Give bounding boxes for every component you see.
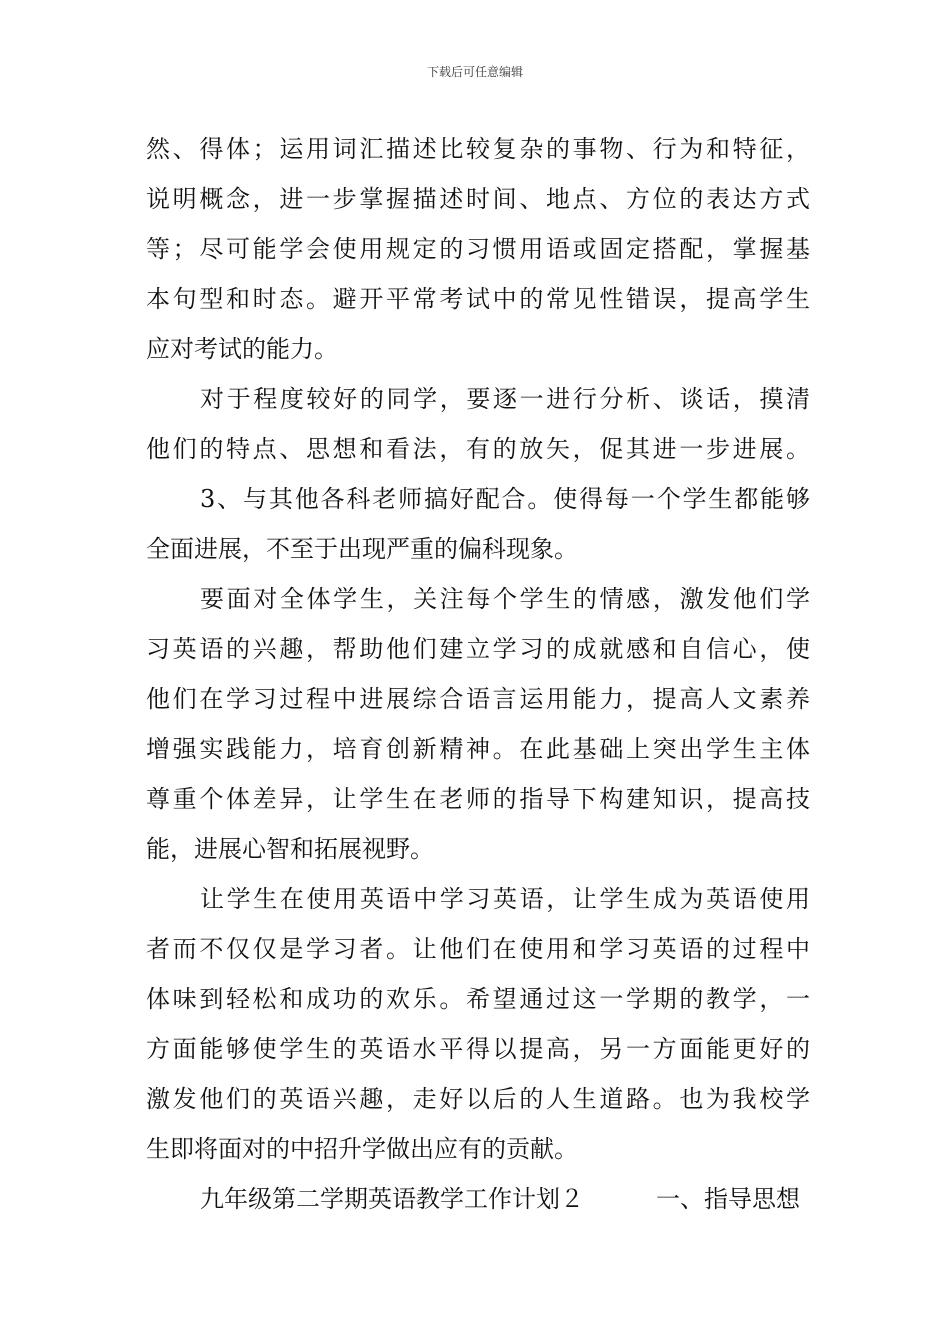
section-heading-line bbox=[146, 1174, 810, 1224]
text-line: 他们在学习过程中进展综合语言运用能力，提高人文素养 bbox=[146, 685, 810, 713]
text-line: 他们的特点、思想和看法，有的放矢，促其进一步进展。 bbox=[146, 435, 810, 463]
text-line: 激发他们的英语兴趣，走好以后的人生道路。也为我校学 bbox=[146, 1085, 810, 1113]
text-line: 要面对全体学生，关注每个学生的情感，激发他们学 bbox=[200, 585, 810, 613]
document-body bbox=[146, 124, 810, 1224]
document-title: 九年级第二学期英语教学工作计划２ bbox=[200, 1185, 584, 1213]
text-line: 然、得体；运用词汇描述比较复杂的事物、行为和特征， bbox=[146, 135, 810, 163]
text-line: 体味到轻松和成功的欢乐。希望通过这一学期的教学，一 bbox=[146, 985, 810, 1013]
text-line: 应对考试的能力。 bbox=[146, 335, 338, 363]
text-line: 者而不仅仅是学习者。让他们在使用和学习英语的过程中 bbox=[146, 935, 810, 963]
text-line: 习英语的兴趣，帮助他们建立学习的成就感和自信心，使 bbox=[146, 635, 810, 663]
text-line: 尊重个体差异，让学生在老师的指导下构建知识，提高技 bbox=[146, 785, 810, 813]
text-line: 等；尽可能学会使用规定的习惯用语或固定搭配，掌握基 bbox=[146, 235, 810, 263]
text-line: 让学生在使用英语中学习英语，让学生成为英语使用 bbox=[200, 885, 810, 913]
text-line: 本句型和时态。避开平常考试中的常见性错误，提高学生 bbox=[146, 285, 810, 313]
text-line: 3、与其他各科老师搞好配合。使得每一个学生都能够 bbox=[200, 485, 810, 513]
section-heading: 一、指导思想 bbox=[656, 1185, 800, 1213]
text-line: 生即将面对的中招升学做出应有的贡献。 bbox=[146, 1135, 578, 1163]
text-line: 方面能够使学生的英语水平得以提高，另一方面能更好的 bbox=[146, 1035, 810, 1063]
text-line: 增强实践能力，培育创新精神。在此基础上突出学生主体 bbox=[146, 735, 810, 763]
text-line: 能，进展心智和拓展视野。 bbox=[146, 835, 434, 863]
page-header: 下载后可任意编辑 bbox=[426, 65, 523, 79]
text-line: 全面进展，不至于出现严重的偏科现象。 bbox=[146, 535, 578, 563]
text-line: 说明概念，进一步掌握描述时间、地点、方位的表达方式 bbox=[146, 185, 810, 213]
text-line: 对于程度较好的同学，要逐一进行分析、谈话，摸清 bbox=[200, 385, 810, 413]
